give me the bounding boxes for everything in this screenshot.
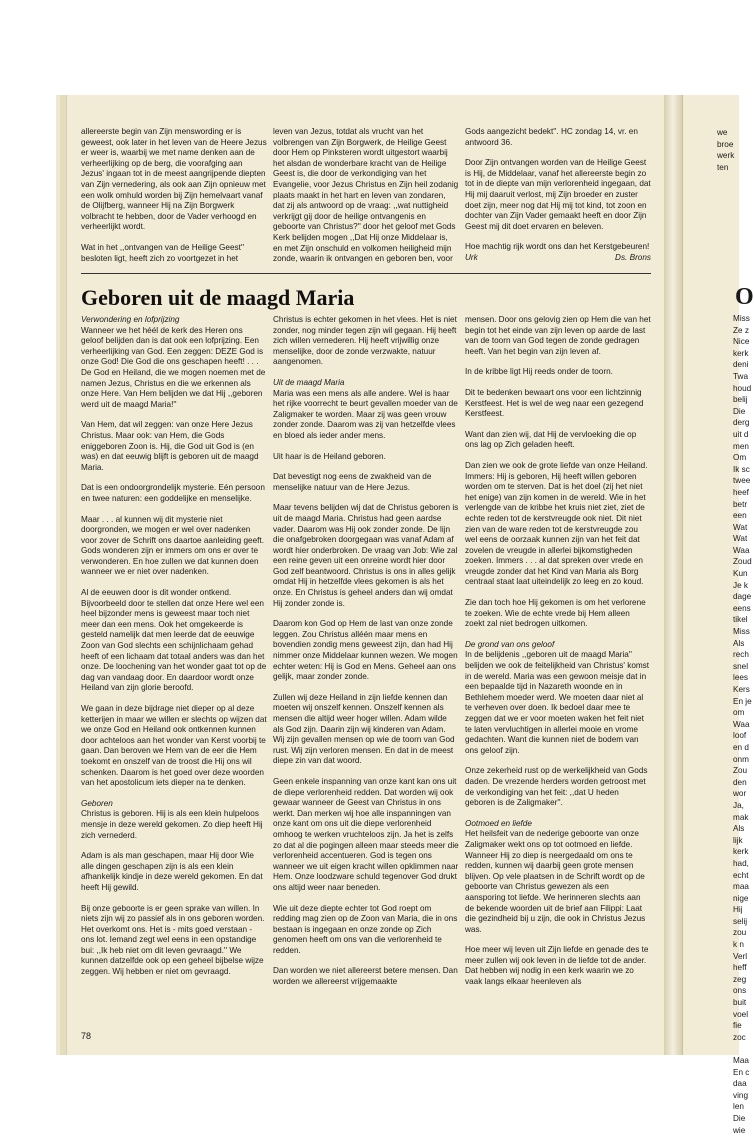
main-col-3 [465, 315, 651, 998]
paragraph: Door Zijn ontvangen worden van de Heilige Geest is Hij, de Middelaar, vanaf het allereerste begin zo tot in de diepte van mijn verlorenheid ingegaan, dat Hij mij daaruit verlost, mij Zijn broeder en zuster doet zijn, meer nog dat Hij mij tot kind, tot zoon en dochter van Zijn Vader gemaakt heeft en door Zijn Geest mij dit doet ervaren en beleven. [465, 158, 651, 231]
right-page-fragment: fie [733, 1021, 742, 1031]
right-page-fragment: houd [733, 383, 752, 393]
right-page-fragment: Ja, [733, 800, 744, 810]
right-page-fragment: den [733, 777, 747, 787]
right-page-top [717, 127, 734, 173]
right-page-fragment: k n [733, 940, 744, 950]
right-page-fragment: uit d [733, 429, 749, 439]
right-page-fragment: betr [733, 499, 748, 509]
paragraph: Hoe machtig rijk wordt ons dan het Kerstgebeuren! [465, 242, 650, 252]
right-page-fragment: maa [733, 882, 749, 892]
left-page [66, 95, 665, 1055]
right-page-fragment: Als [733, 824, 745, 834]
right-page-fragment: Nice [733, 337, 750, 347]
section-subheading: Verwondering en lofprijzing [81, 315, 180, 324]
right-page-fragment: broe [717, 139, 734, 149]
paragraph: We gaan in deze bijdrage niet dieper op al deze ketterijen in maar we willen er slechts op wijzen dat we onze God en Heiland ook ontkennen kunnen door achteloos aan het wonder van Kerst voorbij te gaan. Dan beroven we Hem van de eer die Hem toekomt en onszelf van de troost die Hij ons wil schenken. Daarom is het goed over deze woorden van het apostolicum iets dieper na te denken. [81, 704, 267, 788]
paragraph: Wat in het ,,ontvangen van de Heilige Geest'' besloten ligt, heeft zich zo voortgezet in het [81, 242, 245, 263]
right-page-fragment: En je [733, 696, 752, 706]
right-page-fragment: we [717, 128, 728, 137]
right-page-fragment: en d [733, 742, 749, 752]
right-page-fragment: wor [733, 789, 747, 799]
right-page-fragment: heef [733, 487, 749, 497]
right-page-fragment: een [733, 511, 747, 521]
right-page-fragment: Verl [733, 951, 748, 961]
right-page-fragment: had, [733, 858, 749, 868]
right-page-fragment: daa [733, 1079, 747, 1089]
right-page-big-letter: O [735, 284, 754, 310]
right-page-fragment: Kers [733, 685, 750, 694]
paragraph: Van Hem, dat wil zeggen: van onze Here Jezus Christus. Maar ook: van Hem, die Gods eniggeboren Zoon is. Hij, die God uit God is (en was) en dat eeuwig blijft is geboren uit de maagd Maria. [81, 420, 259, 472]
paragraph: Maria was een mens als alle andere. Wel is haar het rijke voorrecht te beurt gevallen moeder van de Zaligmaker te worden. Maar zij was geen vrouw zonder zonde. Daarom was zij van hetzelfde vlees en bloed als ieder ander mens. [273, 388, 458, 440]
right-page-fragment: zeg [733, 974, 747, 984]
right-page-fragment: nige [733, 893, 749, 903]
right-page-fragment: tikel [733, 615, 748, 625]
right-page-fragment: Zoud [733, 557, 752, 567]
right-page-fragment: Die [733, 1113, 746, 1123]
paragraph: Geen enkele inspanning van onze kant kan ons uit de diepe verlorenheid redden. Dat worden wij ook gewaar wanneer de Geest van Christus in ons werkt. Dan merken wij hoe alle inspanningen van onze kant om ons uit die diepe verlorenheid omhoog te werken vruchteloos zijn. Ja het is zelfs zo dat al die pogingen alleen maar steeds meer die verlorenheid accentueren. God is tegen ons wanneer we uit eigen kracht willen opklimmen naar Hem. Onze loodzware schuld tegenover God drukt ons altijd weer naar beneden. [273, 776, 459, 892]
top-col-1 [81, 127, 267, 274]
paragraph: Maar tevens belijden wij dat de Christus geboren is uit de maagd Maria. Christus had geen aardse vader. Daarom was Hij ook zonder zonde. De lijn die onafgebroken doorgegaan was vanaf Adam af wordt hier onderbroken. De vraag van Job: Wie zal een reine geven uit een onreine wordt hier door God zelf beantwoord. Christus is ons in alles gelijk omdat Hij in hetzelfde vlees gekomen is als het onze. En Christus is geheel anders dan wij omdat Hij zonder zonde is. [273, 503, 459, 608]
right-page-fragment: Miss [733, 314, 750, 323]
right-page-fragment [733, 1043, 752, 1055]
right-page-fragment: zoc [733, 1032, 746, 1042]
right-page-fragment: derg [733, 418, 750, 428]
right-page-fragment: voel [733, 1009, 749, 1019]
right-page-fragment: Om [733, 453, 747, 463]
right-page-fragment: belij [733, 395, 748, 405]
right-page-fragment: Ze z [733, 325, 749, 335]
right-page-fragment: Waa [733, 545, 750, 555]
paragraph: Uit haar is de Heiland geboren. [273, 451, 386, 461]
paragraph: Gods aangezicht bedekt''. HC zondag 14, vr. en antwoord 36. [465, 127, 638, 147]
paragraph: Dit te bedenken bewaart ons voor een lichtzinnig Kerstfeest. Het is wel de weg naar een gezegend Kerstfeest. [465, 387, 644, 419]
paragraph: In de belijdenis ,,geboren uit de maagd Maria'' belijden we ook de feitelijkheid van Christus' komst in de wereld. Maria was een gewoon meisje dat in een bepaalde tijd in Nazareth woonde en in Bethlehem moeder werd. We moeten daar niet al te verheven over doen. Ik bedoel daar mee te zeggen dat we er voor moeten waken het feit niet te laten vervluchtigen in allerlei mooie en vrome gedachten. Want die kunnen niet de bodem van ons geloof zijn. [465, 650, 650, 755]
right-page-fragment: len [733, 1102, 744, 1112]
top-col-2 [273, 127, 459, 275]
top-col-3 [465, 127, 651, 264]
paragraph: Christus is geboren. Hij is als een klein hulpeloos mensje in deze wereld gekomen. Zo diep heeft Hij zich vernederd. [81, 809, 263, 840]
right-page-fragment: Ik sc [733, 464, 750, 474]
paragraph: allereerste begin van Zijn menswording er is geweest, ook later in het leven van de Heere Jezus er weer is, waarbij we met name denken aan de verheerlijking op de berg, die voorafging aan Jezus' ingaan tot in de meest aangrijpende diepten van Zijn vernedering, als ook aan Zijn opnieuw met een wolk omhuld worden bij Zijn hemelvaart vanaf de Olijfberg, wanneer Hij na Zijn Borgwerk volbracht te hebben, door de Vader verhoogd en verheerlijkt wordt. [81, 127, 267, 232]
paragraph: Wie uit deze diepte echter tot God roept om redding mag zien op de Zoon van Maria, die in ons bestaan is ingegaan en onze zonde op Zich genomen heeft om ons van die verlorenheid te redden. [273, 903, 458, 955]
right-page-fragment: onm [733, 754, 749, 764]
main-col-2 [273, 315, 459, 998]
paragraph: mensen. Door ons gelovig zien op Hem die van het begin tot het einde van zijn leven op aarde de last van de toorn van God tegen de zonde gedragen heeft. Van het begin van zijn leven af. [465, 315, 651, 356]
right-page-fragment: kerk [733, 348, 749, 358]
right-page-fragment: Je k [733, 580, 749, 590]
right-page-fragment: eens [733, 603, 751, 613]
right-page-fragment: deni [733, 360, 749, 370]
right-page-fragment: twee [733, 476, 751, 486]
main-col-1 [81, 315, 267, 988]
right-page-fragment: men [733, 441, 749, 451]
place: Urk [465, 252, 478, 262]
right-page-fragment: Waa [733, 719, 750, 729]
right-page-fragment: Kun [733, 569, 748, 579]
right-page-fragment: Hij [733, 905, 743, 915]
right-page-fragment: kerk [733, 847, 749, 857]
page-number: 78 [81, 1031, 92, 1041]
paragraph: Al de eeuwen door is dit wonder ontkend. Bijvoorbeeld door te stellen dat onze Here wel een heel bijzonder mens is geweest maar toch niet meer dan een mens. Ook het omgekeerde is gesteld namelijk dat men leerde dat de eeuwige Zoon van God slechts een schijnlichaam gehad heeft of een lichaam dat totaal anders was dan het onze. De loochening van het wonder gaat tot op de dag van vandaag door. En daardoor wordt onze Heiland van zijn glorie beroofd. [81, 588, 267, 693]
paragraph: Dat is een ondoorgrondelijk mysterie. Eén persoon en twee naturen: een goddelijke en menselijke. [81, 483, 265, 503]
signature [465, 253, 651, 264]
right-page-lines [733, 313, 752, 1136]
right-page-fragment: snel [733, 661, 749, 671]
author: Ds. Brons [615, 252, 651, 262]
right-page-fragment: ving [733, 1090, 749, 1100]
section-subheading: Ootmoed en liefde [465, 818, 532, 828]
right-page-fragment: heff [733, 963, 747, 973]
right-page-fragment: ten [717, 162, 729, 172]
right-page-fragment: ons [733, 986, 747, 996]
paragraph: Maar . . . al kunnen wij dit mysterie niet doorgronden, we mogen er wel over nadenken voor zover de Schrift ons daartoe aanleiding geeft. Gods wonderen zijn er immers om ons er over te verwonderen. En hoe zullen we dat kunnen doen wanneer we er niet over nadenken. [81, 514, 264, 577]
section-subheading: Uit de maagd Maria [273, 377, 345, 387]
right-page-fragment: echt [733, 870, 749, 880]
paragraph: Dan zien we ook de grote liefde van onze Heiland. Immers: Hij is geboren, Hij heeft willen geboren worden om te sterven. Dat is het doel (zij het niet het enige) van zijn komen in de wereld. Wie in het verlengde van de kribbe het kruis niet ziet, ziet de echte reden tot de kerstvreugde ook niet. Dit niet zien van de ware reden tot de kerstvreugde zou wel eens de oorzaak kunnen zijn van het feit dat zovelen de vreugde in allerlei bijkomstigheden zoeken. Immers . . . al dat spreken over vrede en vreugde zonder dat het Kind van Maria als Borg centraal staat laat uiteindelijk zo leeg en zo koud. [465, 460, 648, 587]
right-page-fragment: buit [733, 998, 747, 1008]
paragraph: Bij onze geboorte is er geen sprake van willen. In niets zijn wij zo passief als in ons geboren worden. Het overkomt ons. Het is - mits goed verstaan - ons lot. Iemand zegt wel eens in een opstandige bui: ,,Ik heb niet om dit leven gevraagd.'' We kunnen datzelfde ook op een geheel bijbelse wijze zeggen. Wij hebben er niet om gevraagd. [81, 903, 265, 977]
right-page [682, 95, 754, 1135]
paragraph: Zullen wij deze Heiland in zijn liefde kennen dan moeten wij onszelf kennen. Onszelf kennen als mensen die altijd weer hoger willen. Adam wilde als God zijn. Daarin zijn wij kinderen van Adam. Wij zijn gevallen mensen op wie de toorn van God rust. Wij zijn verloren mensen. En dat in de meest diepe zin van dat woord. [273, 692, 455, 766]
paragraph: Hoe meer wij leven uit Zijn liefde en genade des te meer zullen wij ook leven in de liefde tot de ander. Dat hebben wij nodig in een kerk waarin we zo vaak langs elkaar heenleven als [465, 945, 649, 987]
paragraph: Het heilsfeit van de nederige geboorte van onze Zaligmaker wekt ons op tot ootmoed en liefde. Wanneer Hij zo diep is neergedaald om ons te redden, kunnen wij daarbij geen grote mensen blijven. Op vele plaatsen in de Schrift wordt op de geboorte van Christus gewezen als een aansporing tot liefde. We herinneren slechts aan de bekende woorden uit de brief aan Filippi: Laat die gezindheid bij u zijn, die ook in Christus Jezus was. [465, 829, 646, 934]
article-title: Geboren uit de maagd Maria [81, 285, 355, 310]
right-page-fragment: Wat [733, 534, 748, 544]
paragraph: Want dan zien wij, dat Hij de vervloeking die op ons lag op Zich geladen heeft. [465, 429, 637, 450]
section-subheading: De grond van ons geloof [465, 639, 555, 649]
paragraph: Daarom kon God op Hem de last van onze zonde leggen. Zou Christus alléén maar mens en bovendien zondig mens geweest zijn, dan had Hij nimmer onze Middelaar kunnen wezen. We mogen echter weten: Hij is God en Mens. Geheel aan ons gelijk, maar zonder zonde. [273, 619, 458, 682]
right-page-fragment: werk [717, 151, 735, 161]
section-subheading: Geboren [81, 798, 113, 808]
paragraph: Zie dan toch hoe Hij gekomen is om het verlorene te zoeken. Wie de echte vrede bij Hem alleen zoekt zal niet bedrogen uitkomen. [465, 598, 646, 629]
right-page-fragment: zou [733, 928, 747, 938]
paragraph: Dan worden we niet allereerst betere mensen. Dan worden we allereerst vrijgemaakte [273, 966, 458, 987]
right-page-fragment: wie [733, 1125, 746, 1135]
right-page-fragment: rech [733, 650, 749, 660]
right-page-fragment: Die [733, 406, 746, 416]
right-page-fragment: En c [733, 1067, 750, 1077]
right-page-fragment: Maa [733, 1056, 749, 1065]
right-page-fragment: loof [733, 731, 747, 741]
right-page-fragment: Miss [733, 627, 750, 637]
paragraph: Wanneer we het héél de kerk des Heren ons geloof belijden dan is dat ook een lofprijzing. Een verheerlijking van God. Een zeggen: DEZE God is onze God! Die God die ons geschapen heeft! . . . De God en Heiland, die we mogen noemen met de namen Jezus, Christus en die we erkennen als onze Here. Van Hem belijden we dat Hij ,,geboren werd uit de maagd Maria!'' [81, 325, 266, 409]
paragraph: leven van Jezus, totdat als vrucht van het volbrengen van Zijn Borgwerk, de Heilige Geest door Hem op Pinksteren wordt uitgestort waarbij het alsdan de wonderbare kracht van de Heilige Geest is, die door de verkondiging van het Evangelie, voor Jezus Christus en Zijn heil zodanig plaats maakt in het hart en leven van zondaren, dat zij als antwoord op de vraag: ,,wat nuttigheid verkrijgt gij door de heilige ontvangenis en geboorte van Christus?'' door het geloof met Gods Kerk belijden mogen ,,Dat Hij onze Middelaar is, en met Zijn onschuld en volkomen heiligheid mijn zonde, waarin ik ontvangen en geboren ben, voor [273, 127, 459, 264]
right-page-fragment: om [733, 708, 745, 718]
right-page-fragment: Als [733, 638, 745, 648]
right-page-fragment: selij [733, 916, 748, 926]
paragraph: In de kribbe ligt Hij reeds onder de toorn. [465, 367, 613, 377]
gutter [664, 95, 682, 1055]
paragraph: Christus is echter gekomen in het vlees. Het is niet zonder, nog minder tegen zijn wil gegaan. Hij heeft zich willen vernederen. Hij heeft vrijwillig onze menselijke, door de zonde verzwakte, natuur aangenomen. [273, 315, 457, 367]
paragraph: Adam is als man geschapen, maar Hij door Wie alle dingen geschapen zijn is als een klein afhankelijk kindje in deze wereld gekomen. En dat heeft Hij gewild. [81, 851, 263, 892]
right-page-fragment: Twa [733, 371, 749, 381]
right-page-fragment: Zou [733, 766, 748, 776]
right-page-fragment: lijk [733, 835, 743, 845]
right-page-fragment: dage [733, 592, 752, 602]
divider [81, 273, 651, 274]
paragraph: Onze zekerheid rust op de werkelijkheid van Gods daden. De vrezende herders worden getroost met de verkondiging van het feit: ,,dat U heden geboren is de Zaligmaker''. [465, 766, 648, 808]
right-page-fragment: Wat [733, 522, 748, 532]
right-page-fragment: lees [733, 673, 749, 683]
right-page-fragment: mak [733, 812, 749, 822]
paragraph: Dat bevestigt nog eens de zwakheid van de menselijke natuur van de Here Jezus. [273, 472, 432, 492]
